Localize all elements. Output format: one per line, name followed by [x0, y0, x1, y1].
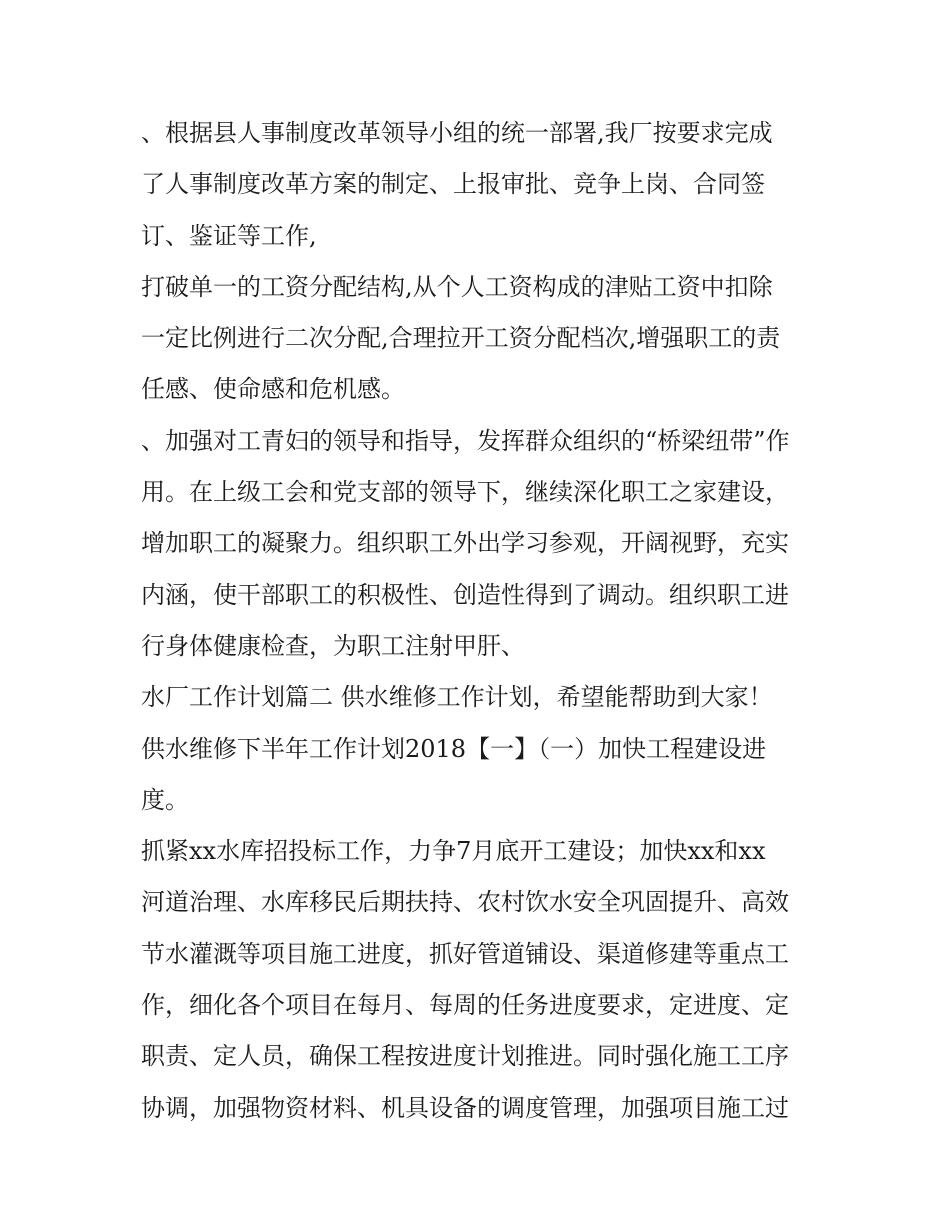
text-line: 、根据县人事制度改革领导小组的统一部署,我厂按要求完成	[141, 119, 773, 147]
text-line: 供水维修下半年工作计划2018【一】（一）加快工程建设进	[141, 734, 767, 763]
text-line: 水厂工作计划篇二 供水维修工作计划，希望能帮助到大家！	[141, 683, 773, 712]
text-line: 职责、定人员，确保工程按进度计划推进。同时强化施工工序	[141, 1042, 789, 1071]
text-line: 度。	[141, 785, 189, 814]
text-line: 了人事制度改革方案的制定、上报审批、竞争上岗、合同签	[141, 170, 765, 199]
text-line: 、加强对工青妇的领导和指导，发挥群众组织的“桥梁纽带”作	[141, 426, 790, 455]
text-line: 节水灌溉等项目施工进度，抓好管道铺设、渠道修建等重点工	[141, 939, 789, 968]
text-line: 抓紧xx水库招投标工作，力争7月底开工建设；加快xx和xx	[141, 837, 766, 866]
text-line: 一定比例进行二次分配,合理拉开工资分配档次,增强职工的责	[141, 324, 781, 353]
text-line: 行身体健康检查，为职工注射甲肝、	[141, 631, 525, 660]
text-line: 协调，加强物资材料、机具设备的调度管理，加强项目施工过	[141, 1093, 789, 1122]
text-line: 用。在上级工会和党支部的领导下，继续深化职工之家建设，	[141, 478, 789, 507]
document-body	[141, 108, 821, 1134]
text-line: 内涵，使干部职工的积极性、创造性得到了调动。组织职工进	[141, 580, 789, 609]
text-line: 任感、使命感和危机感。	[141, 375, 405, 404]
text-line: 作，细化各个项目在每月、每周的任务进度要求，定进度、定	[141, 991, 789, 1020]
text-line: 河道治理、水库移民后期扶持、农村饮水安全巩固提升、高效	[141, 888, 789, 917]
text-line: 订、鉴证等工作,	[141, 221, 317, 250]
text-line: 增加职工的凝聚力。组织职工外出学习参观，开阔视野，充实	[141, 529, 789, 558]
text-line: 打破单一的工资分配结构,从个人工资构成的津贴工资中扣除	[141, 272, 773, 301]
